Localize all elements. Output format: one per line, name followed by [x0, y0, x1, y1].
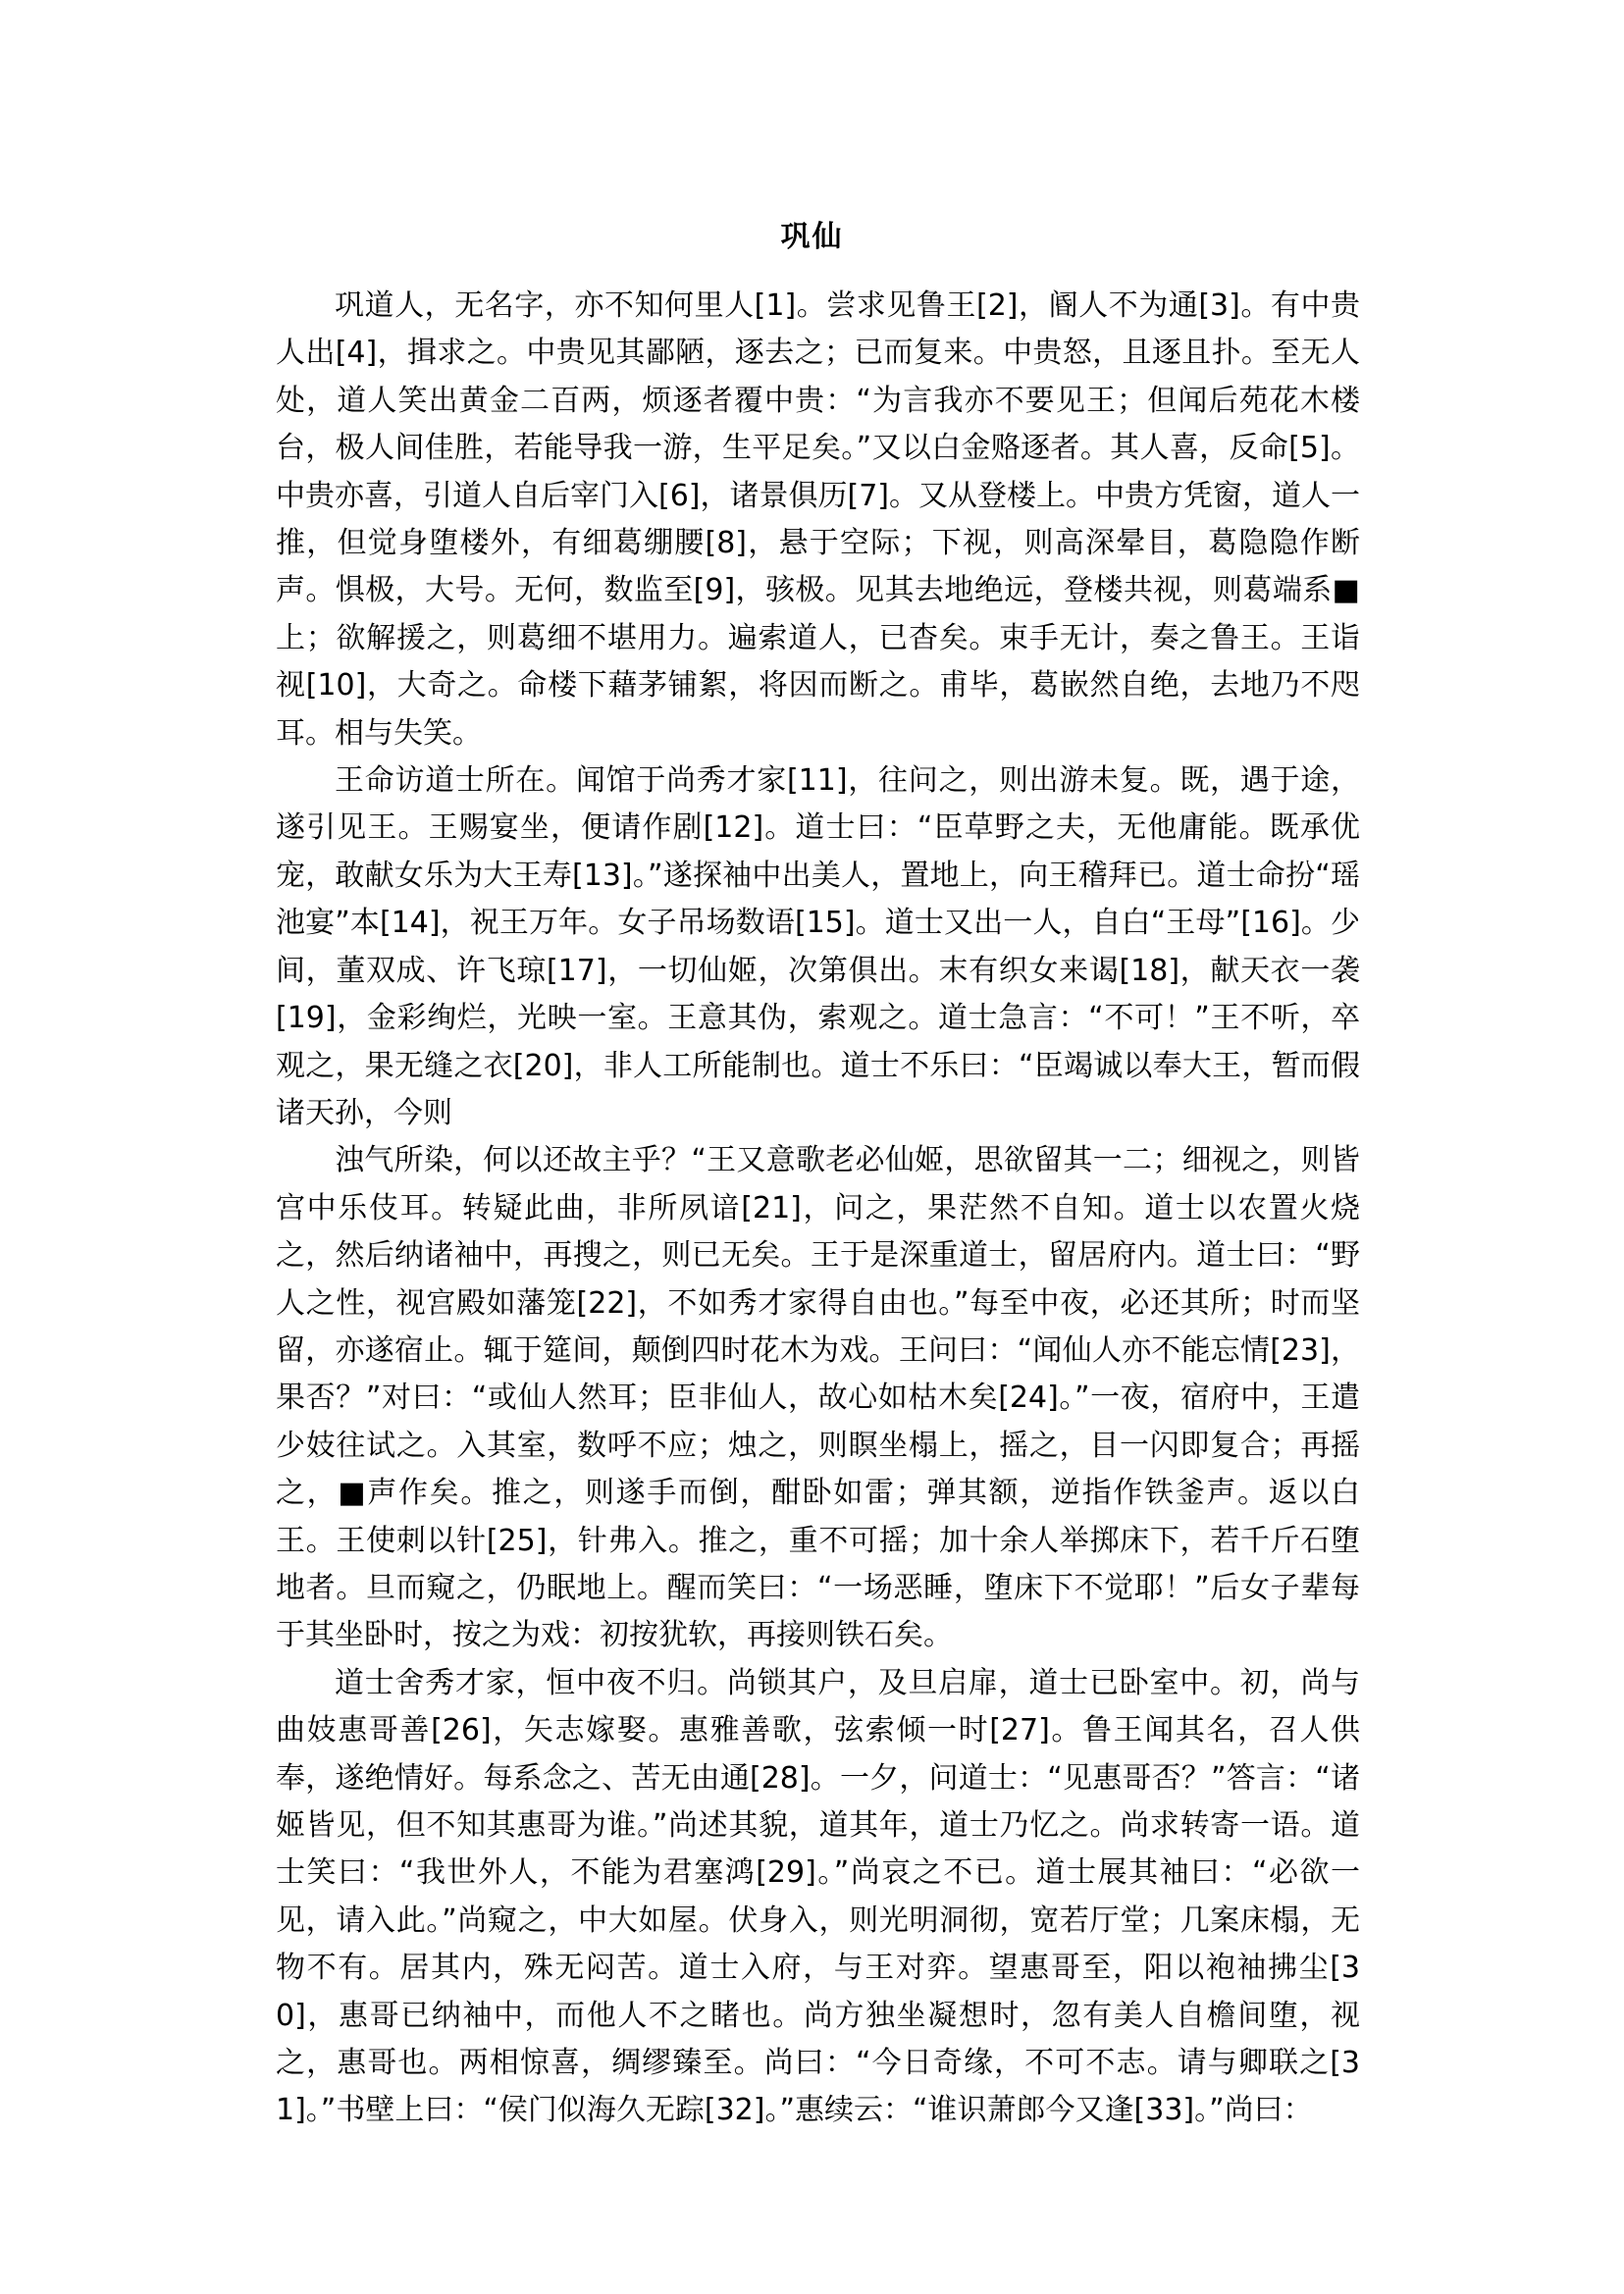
document-body	[276, 283, 1360, 2135]
paragraph: 巩道人，无名字，亦不知何里人[1]。尝求见鲁王[2]，阍人不为通[3]。有中贵人出[4]，揖求之。中贵见其鄙陋，逐去之；已而复来。中贵怒，且逐且扑。至无人处，道人笑出黄金二百两，烦逐者覆中贵：“为言我亦不要见王；但闻后苑花木楼台，极人间佳胜，若能导我一游，生平足矣。”又以白金赂逐者。其人喜，反命[5]。中贵亦喜，引道人自后宰门入[6]，诸景俱历[7]。又从登楼上。中贵方凭窗，道人一推，但觉身堕楼外，有细葛绷腰[8]，悬于空际；下视，则高深晕目，葛隐隐作断声。惧极，大号。无何，数监至[9]，骇极。见其去地绝远，登楼共视，则葛端系■上；欲解援之，则葛细不堪用力。遍索道人，已杳矣。束手无计，奏之鲁王。王诣视[10]，大奇之。命楼下藉茅铺絮，将因而断之。甫毕，葛嵌然自绝，去地乃不咫耳。相与失笑。	[276, 288, 1360, 751]
paragraph: 道士舍秀才家，恒中夜不归。尚锁其户，及旦启扉，道士已卧室中。初，尚与曲妓惠哥善[26]，矢志嫁娶。惠雅善歌，弦索倾一时[27]。鲁王闻其名，召人供奉，遂绝情好。每系念之、苦无由通[28]。一夕，问道士：“见惠哥否？”答言：“诸姬皆见，但不知其惠哥为谁。”尚述其貌，道其年，道士乃忆之。尚求转寄一语。道士笑曰：“我世外人，不能为君塞鸿[29]。”尚哀之不已。道士展其袖曰：“必欲一见，请入此。”尚窥之，中大如屋。伏身入，则光明洞彻，宽若厅堂；几案床榻，无物不有。居其内，殊无闷苦。道士入府，与王对弈。望惠哥至，阳以袍袖拂尘[30]，惠哥已纳袖中，而他人不之睹也。尚方独坐凝想时，忽有美人自檐间堕，视之，惠哥也。两相惊喜，绸缪臻至。尚曰：“今日奇缘，不可不志。请与卿联之[31]。”书壁上曰：“侯门似海久无踪[32]。”惠续云：“谁识萧郎今又逢[33]。”尚曰：	[276, 1665, 1360, 2128]
paragraph: 王命访道士所在。闻馆于尚秀才家[11]，往问之，则出游未复。既，遇于途，遂引见王。王赐宴坐，便请作剧[12]。道士曰：“臣草野之夫，无他庸能。既承优宠，敢献女乐为大王寿[13]。”遂探袖中出美人，置地上，向王稽拜已。道士命扮“瑶池宴”本[14]，祝王万年。女子吊场数语[15]。道士又出一人，自白“王母”[16]。少间，董双成、许飞琼[17]，一切仙姬，次第俱出。末有织女来谒[18]，献天衣一袭[19]，金彩绚烂，光映一室。王意其伪，索观之。道士急言：“不可！”王不听，卒观之，果无缝之衣[20]，非人工所能制也。道士不乐曰：“臣竭诚以奉大王，暂而假诸天孙，今则	[276, 763, 1360, 1130]
document-title: 巩仙	[780, 220, 844, 254]
paragraph: 浊气所染，何以还故主乎？“王又意歌老必仙姬，思欲留其一二；细视之，则皆宫中乐伎耳。转疑此曲，非所夙谙[21]，问之，果茫然不自知。道士以农置火烧之，然后纳诸袖中，再搜之，则已无矣。王于是深重道士，留居府内。道士曰：“野人之性，视宫殿如藩笼[22]，不如秀才家得自由也。”每至中夜，必还其所；时而坚留，亦遂宿止。辄于筵间，颠倒四时花木为戏。王问曰：“闻仙人亦不能忘情[23]，果否？”对曰：“或仙人然耳；臣非仙人，故心如枯木矣[24]。”一夜，宿府中，王遣少妓往试之。入其室，数呼不应；烛之，则瞑坐榻上，摇之，目一闪即复合；再摇之，■声作矣。推之，则遂手而倒，酣卧如雷；弹其额，逆指作铁釜声。返以白王。王使刺以针[25]，针弗入。推之，重不可摇；加十余人举掷床下，若千斤石堕地者。旦而窥之，仍眠地上。醒而笑曰：“一场恶睡，堕床下不觉耶！”后女子辈每于其坐卧时，按之为戏：初按犹软，再接则铁石矣。	[276, 1143, 1360, 1653]
